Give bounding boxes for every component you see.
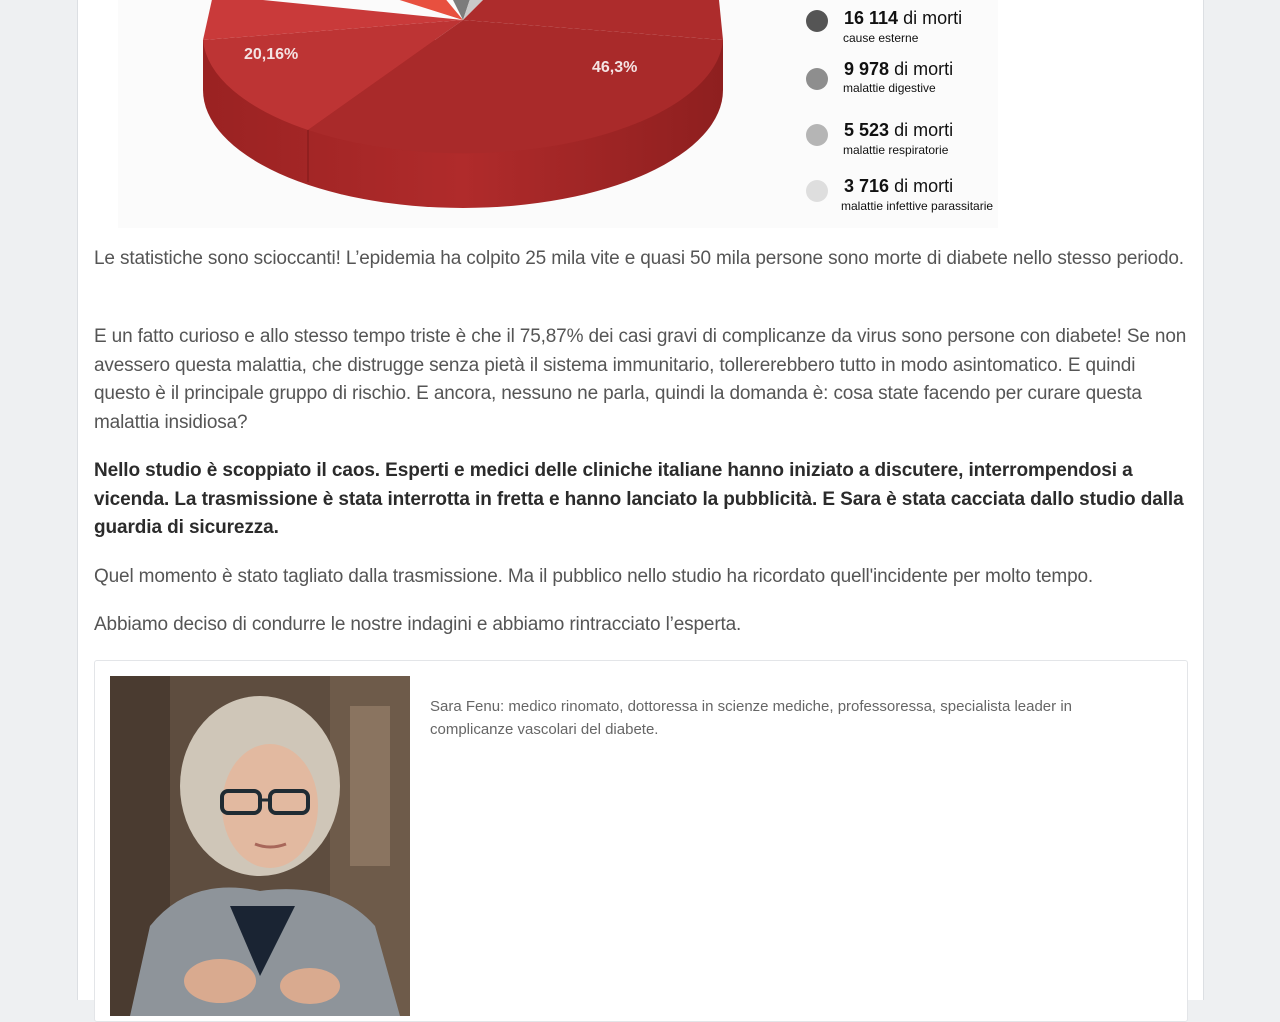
legend-dot (806, 124, 828, 146)
pie-label-1: 20,16% (244, 46, 299, 63)
legend-dot (806, 10, 828, 32)
legend-desc: malattie digestive (843, 81, 936, 95)
article-paragraph: Quel momento è stato tagliato dalla trasmissione. Ma il pubblico nello studio ha ricordato quell'incidente per molto tempo. (94, 566, 1094, 587)
legend-dot (806, 68, 828, 90)
expert-photo (110, 676, 410, 1016)
legend-desc: malattie infettive parassitarie (841, 199, 994, 213)
article-paragraph: E un fatto curioso e allo stesso tempo triste è che il 75,87% dei casi gravi di complicanze da virus sono persone con diabete! Se non avessero questa malattia, che distrugge senza pietà il sistema immunitario, tollererebbero tutto in modo asintomatico. E quindi questo è il principale gruppo di rischio. E ancora, nessuno ne parla, quindi la domanda è: cosa state facendo per curare questa malattia insidiosa? (94, 326, 1187, 433)
legend-desc: cause esterne (843, 31, 919, 45)
article-paragraph-bold: Nello studio è scoppiato il caos. Esperti e medici delle cliniche italiane hanno iniziato a discutere, interrompendosi a vicenda. La trasmissione è stata interrotta in fretta e hanno lanciato la pubblicità. E Sara è stata cacciata dallo studio dalla guardia di sicurezza. (94, 460, 1184, 538)
article-paragraph: Abbiamo deciso di condurre le nostre indagini e abbiamo rintracciato l’esperta. (94, 614, 742, 635)
pie-label-2: 46,3% (592, 59, 638, 76)
expert-card (94, 660, 1188, 1022)
legend-count: 16 114 di morti (844, 8, 963, 28)
expert-caption: Sara Fenu: medico rinomato, dottoressa in scienze mediche, professoressa, specialista leader in complicanze vascolari del diabete. (430, 698, 1072, 738)
pie-chart (118, 0, 998, 228)
legend-dot (806, 180, 828, 202)
legend-desc: malattie respiratorie (843, 143, 949, 157)
article-paragraph: Le statistiche sono scioccanti! L’epidemia ha colpito 25 mila vite e quasi 50 mila persone sono morte di diabete nello stesso periodo. (94, 248, 1184, 269)
legend-count: 5 523 di morti (844, 120, 954, 140)
legend-count: 9 978 di morti (844, 59, 954, 79)
legend-count: 3 716 di morti (844, 176, 954, 196)
